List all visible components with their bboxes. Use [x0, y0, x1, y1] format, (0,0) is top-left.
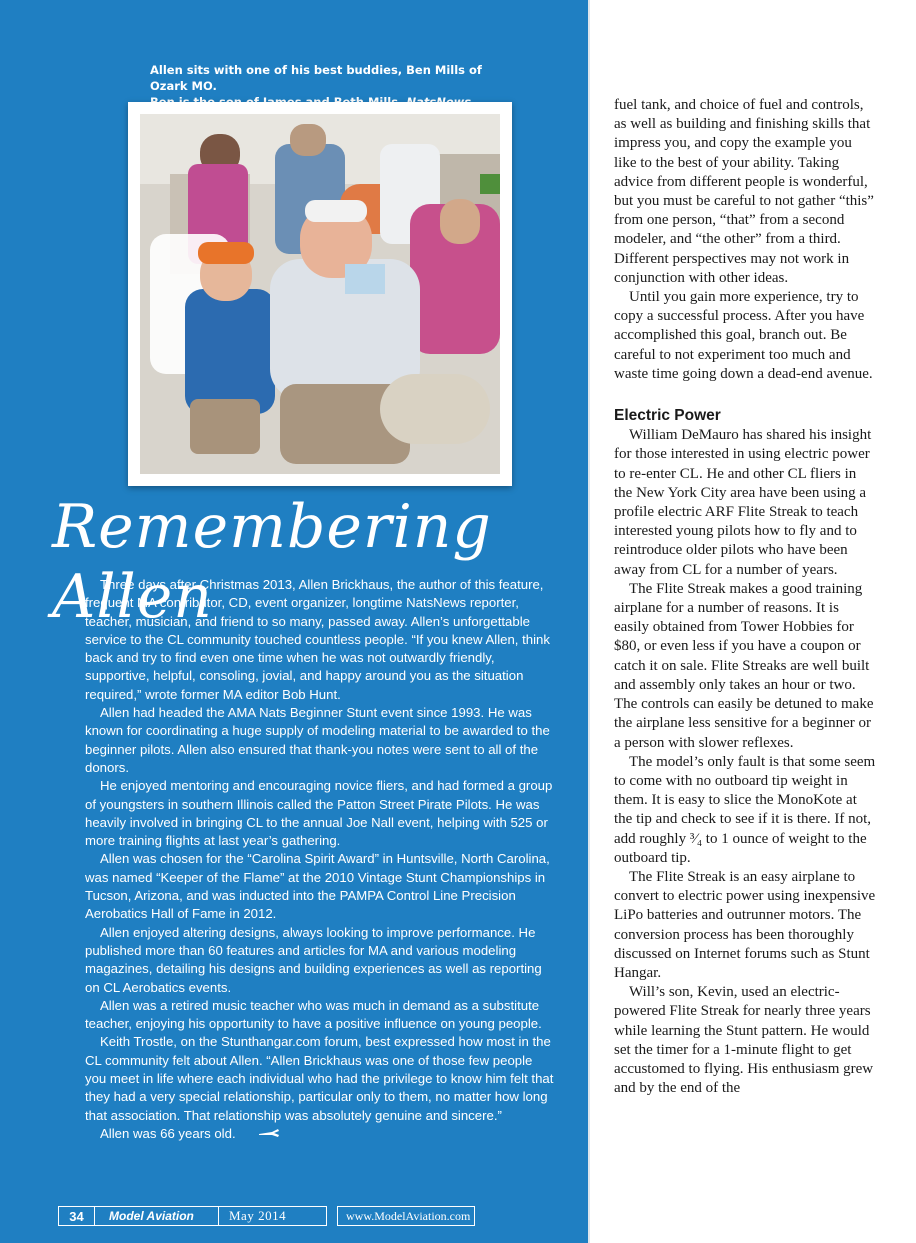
article-paragraph-2: Until you gain more experience, try to copy a successful process. After you have accomplished this goal, branch out. Be careful to not experiment too much and waste time going down a dead-end avenue. [614, 289, 873, 382]
photo-illustration [140, 114, 500, 474]
magazine-name: Model Aviation [95, 1206, 219, 1226]
tribute-paragraph-6: Allen was a retired music teacher who was much in demand as a substitute teacher, enjoying his opportunity to have a positive influence on young people. [85, 997, 542, 1032]
tribute-paragraph-4: Allen was chosen for the “Carolina Spirit Award” in Huntsville, North Carolina, was named “Keeper of the Flame” at the 2010 Vintage Stunt Championships in Tucson, Arizona, and was inducted into the PAMPA Control Line Precision Aerobatics Hall of Fame in 2012. [85, 851, 550, 922]
caption-line-1: Allen sits with one of his best buddies, Ben Mills of Ozark MO. [150, 63, 482, 93]
website-url: www.ModelAviation.com [337, 1206, 475, 1226]
section-heading: Electric Power [614, 407, 721, 425]
article-paragraph-1: fuel tank, and choice of fuel and controls, as well as building and finishing skills that impress you, and copy the example you like to the best of your ability. Taking advice from different people is wonderful, but you must be careful to not gather “this” from one person, “that” from a second modeler, and “the other” from a third. Different perspectives may not work in conjunction with other ideas. [614, 97, 874, 286]
airplane-icon [243, 1125, 280, 1143]
tribute-final-line: Allen was 66 years old. [100, 1125, 236, 1141]
article-paragraph-6: The Flite Streak is an easy airplane to convert to electric power using inexpensive LiPo batteries and outrunner motors. The conversion process has been thoroughly discussed on Internet forums such as Stunt Hangar. [614, 868, 876, 981]
feature-title: Remembering Allen [52, 492, 492, 632]
tribute-body [85, 576, 555, 1144]
article-paragraph-5: The model’s only fault is that some seem to come with no outboard tip weight in them. It is easy to slice the MonoKote at the tip and check to see if it is there. If not, add roughly ³⁄₄ to 1 ounce of weight to the outboard tip. [614, 753, 876, 866]
page-number: 34 [58, 1206, 95, 1226]
article-paragraph-4: The Flite Streak makes a good training airplane for a number of reasons. It is easily obtained from Tower Hobbies for $80, or even less if you have a coupon or catch it on sale. Flite Streaks are well built and assembly only takes an hour or two. The controls can easily be detuned to make the airplane less sensitive for a beginner or a person with slower reflexes. [614, 580, 874, 751]
tribute-paragraph-3: He enjoyed mentoring and encouraging novice fliers, and had formed a group of youngsters in southern Illinois called the Patton Street Pirate Pilots. He was heavily involved in bringing CL to the annual Joe Nall event, helping with 525 or more training flights at last year’s gathering. [85, 778, 553, 849]
tribute-paragraph-1: Three days after Christmas 2013, Allen Brickhaus, the author of this feature, frequent MA contributor, CD, event organizer, longtime NatsNews reporter, teacher, musician, and friend to so many, passed away. Allen’s unforgettable service to the CL community touched countless people. “If you knew Allen, think back and try to find even one time when he was not outwardly friendly, supportive, helpful, consoling, jovial, and happy around you as the situation required,” wrote former MA editor Bob Hunt. [85, 577, 550, 702]
photo-allen-and-ben [140, 114, 500, 474]
tribute-paragraph-5: Allen enjoyed altering designs, always looking to improve performance. He published more than 60 features and articles for MA and various modeling magazines, detailing his designs and building experiences as well as reporting on CL Aerobatics events. [85, 924, 542, 995]
tribute-paragraph-7: Keith Trostle, on the Stunthangar.com forum, best expressed how most in the CL community felt about Allen. “Allen Brickhaus was one of those few people you meet in life where each individual who had the privilege to know him felt that they had a very special relationship, particular only to them, no matter how long that association. That relationship was absolutely genuine and sincere.” [85, 1034, 554, 1123]
tribute-paragraph-2: Allen had headed the AMA Nats Beginner Stunt event since 1993. He was known for coordinating a huge supply of modeling material to be awarded to the beginner pilots. Allen also ensured that thank-you notes were sent to all of the donors. [85, 705, 550, 775]
issue-date: May 2014 [219, 1206, 327, 1226]
column-divider [588, 0, 590, 1243]
photo-frame [128, 102, 512, 486]
article-paragraph-3: William DeMauro has shared his insight for those interested in using electric power to re-enter CL. He and other CL fliers in the New York City area have been using a profile electric ARF Flite Streak to teach interested young pilots how to fly and to reintroduce older pilots who have been away from CL for a number of years. [614, 427, 872, 578]
page-footer [58, 1206, 475, 1226]
article-column [614, 96, 876, 1098]
article-paragraph-7: Will’s son, Kevin, used an electric-powered Flite Streak for nearly three years while learning the Stunt pattern. He would set the timer for a 1-minute flight to get accustomed to flying. His enthusiasm grew and by the end of the [614, 984, 874, 1097]
tribute-paragraph-8 [85, 1125, 555, 1144]
